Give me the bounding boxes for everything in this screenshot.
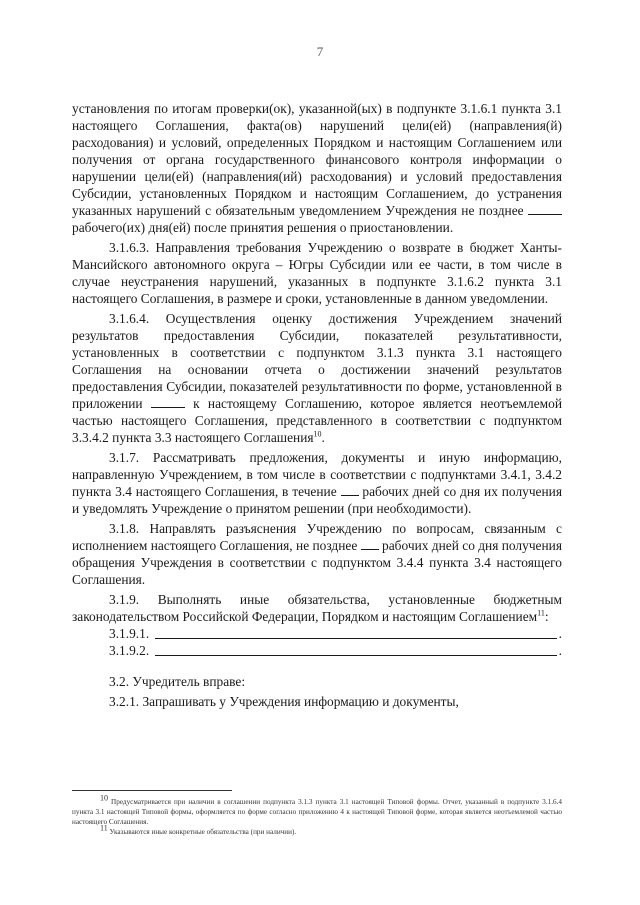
list-item-end: . [558,643,562,658]
footnote-divider [72,790,232,791]
paragraph-3-1-7 [72,449,562,517]
paragraph-text: 3.2.1. Запрашивать у Учреждения информацию и документы, [109,694,459,709]
paragraph-text: рабочих дней со дня их получения и уведомлять Учреждение о принятом решении (при необходимости). [72,484,562,516]
paragraph-text: 3.1.7. Рассматривать предложения, документы и иную информацию, направленную Учреждением, в том числе в соответствии с подпунктами 3.4.1, 3.4.2 пункта 3.4 настоящего Соглашения, в течение [72,450,562,499]
blank-days-field [341,483,359,496]
paragraph-text: 3.1.8. Направлять разъяснения Учреждению по вопросам, связанным с исполнением настоящего Соглашения, не позднее [72,521,562,553]
footnote-number: 11 [100,823,108,833]
blank-appendix-field [151,395,185,408]
blank-days-field [361,537,379,550]
list-item-number: 3.1.9.2. [109,643,150,658]
footnote-ref-10: 10 [313,429,322,439]
paragraph-3-1-6-3 [72,239,562,307]
paragraph-text: . [321,430,325,445]
footnote-ref-11: 11 [537,608,545,618]
list-item-number: 3.1.9.1. [109,626,150,641]
footnote-10 [72,793,562,827]
paragraph-text: к настоящему Соглашению, которое является неотъемлемой частью настоящего Соглашения, представленного в соответствии с подпунктом 3.3.4.2 пункта 3.3 настоящего Соглашения [72,396,562,445]
footnote-number: 10 [100,793,108,803]
blank-line [155,626,556,639]
paragraph-3-1-9 [72,591,562,625]
page-number: 7 [316,44,324,59]
blank-days-field [528,202,562,215]
list-item-3-1-9-1 [72,625,562,642]
list-item-3-1-9-2 [72,642,562,659]
paragraph-text: 3.1.6.3. Направления требования Учреждению о возврате в бюджет Ханты-Мансийского автономного округа – Югры Субсидии или ее части, в том числе в случае неустранения нарушений, указанных в подпункте 3.1.6.2 пункта 3.1 настоящего Соглашения, в размере и сроки, установленные в данном уведомлении. [72,240,562,306]
paragraph-text: 3.1.9. Выполнять иные обязательства, установленные бюджетным законодательством Российской Федерации, Порядком и настоящим Соглашением [72,592,562,624]
footnote-text: Указываются иные конкретные обязательства (при наличии). [109,828,297,836]
paragraph-3-2 [72,673,562,690]
paragraph-text: установления по итогам проверки(ок), указанной(ых) в подпункте 3.1.6.1 пункта 3.1 настоящего Соглашения, факта(ов) нарушений цели(ей) (направления(й) расходования) и условий, определенных Порядком и настоящим Соглашением или получения от органа государственного финансового контроля информации о нарушении цели(ей) (направления(ий) расходования) и условий предоставления Субсидии, установленных Порядком и настоящим Соглашением, до устранения указанных нарушений с обязательным уведомлением Учреждения не позднее [72,101,562,218]
paragraph-3-1-8 [72,520,562,588]
paragraph-suspension [72,100,562,236]
document-body [72,100,562,710]
footnotes [72,793,562,837]
footnote-11 [72,823,562,837]
paragraph-text: 3.2. Учредитель вправе: [109,674,246,689]
paragraph-text: рабочих дней со дня получения обращения Учреждения в соответствии с подпунктом 3.4.4 пункта 3.4 настоящего Соглашения. [72,538,562,587]
paragraph-text: : [544,609,549,624]
blank-line [155,643,556,656]
paragraph-3-2-1 [72,693,562,710]
paragraph-3-1-6-4 [72,310,562,446]
paragraph-text: 3.1.6.4. Осуществления оценку достижения Учреждением значений результатов предоставления Субсидии, показателей результативности, установленных в соответствии с подпунктом 3.1.3 пункта 3.1 настоящего Соглашения на основании отчета о достижении значений результатов предоставления Субсидии, показателей результативности по форме, установленной в приложении [72,311,562,411]
paragraph-text: рабочего(их) дня(ей) после принятия решения о приостановлении. [72,220,454,235]
footnote-text: Предусматривается при наличии в соглашении подпункта 3.1.3 пункта 3.1 настоящей Типовой формы. Отчет, указанный в подпункте 3.1.6.4 пункта 3.1 настоящей Типовой формы, оформляется по форме согласно приложению 4 к настоящей Типовой форме, которая является неотъемлемой частью настоящего Соглашения. [72,798,562,826]
list-item-end: . [558,626,562,641]
